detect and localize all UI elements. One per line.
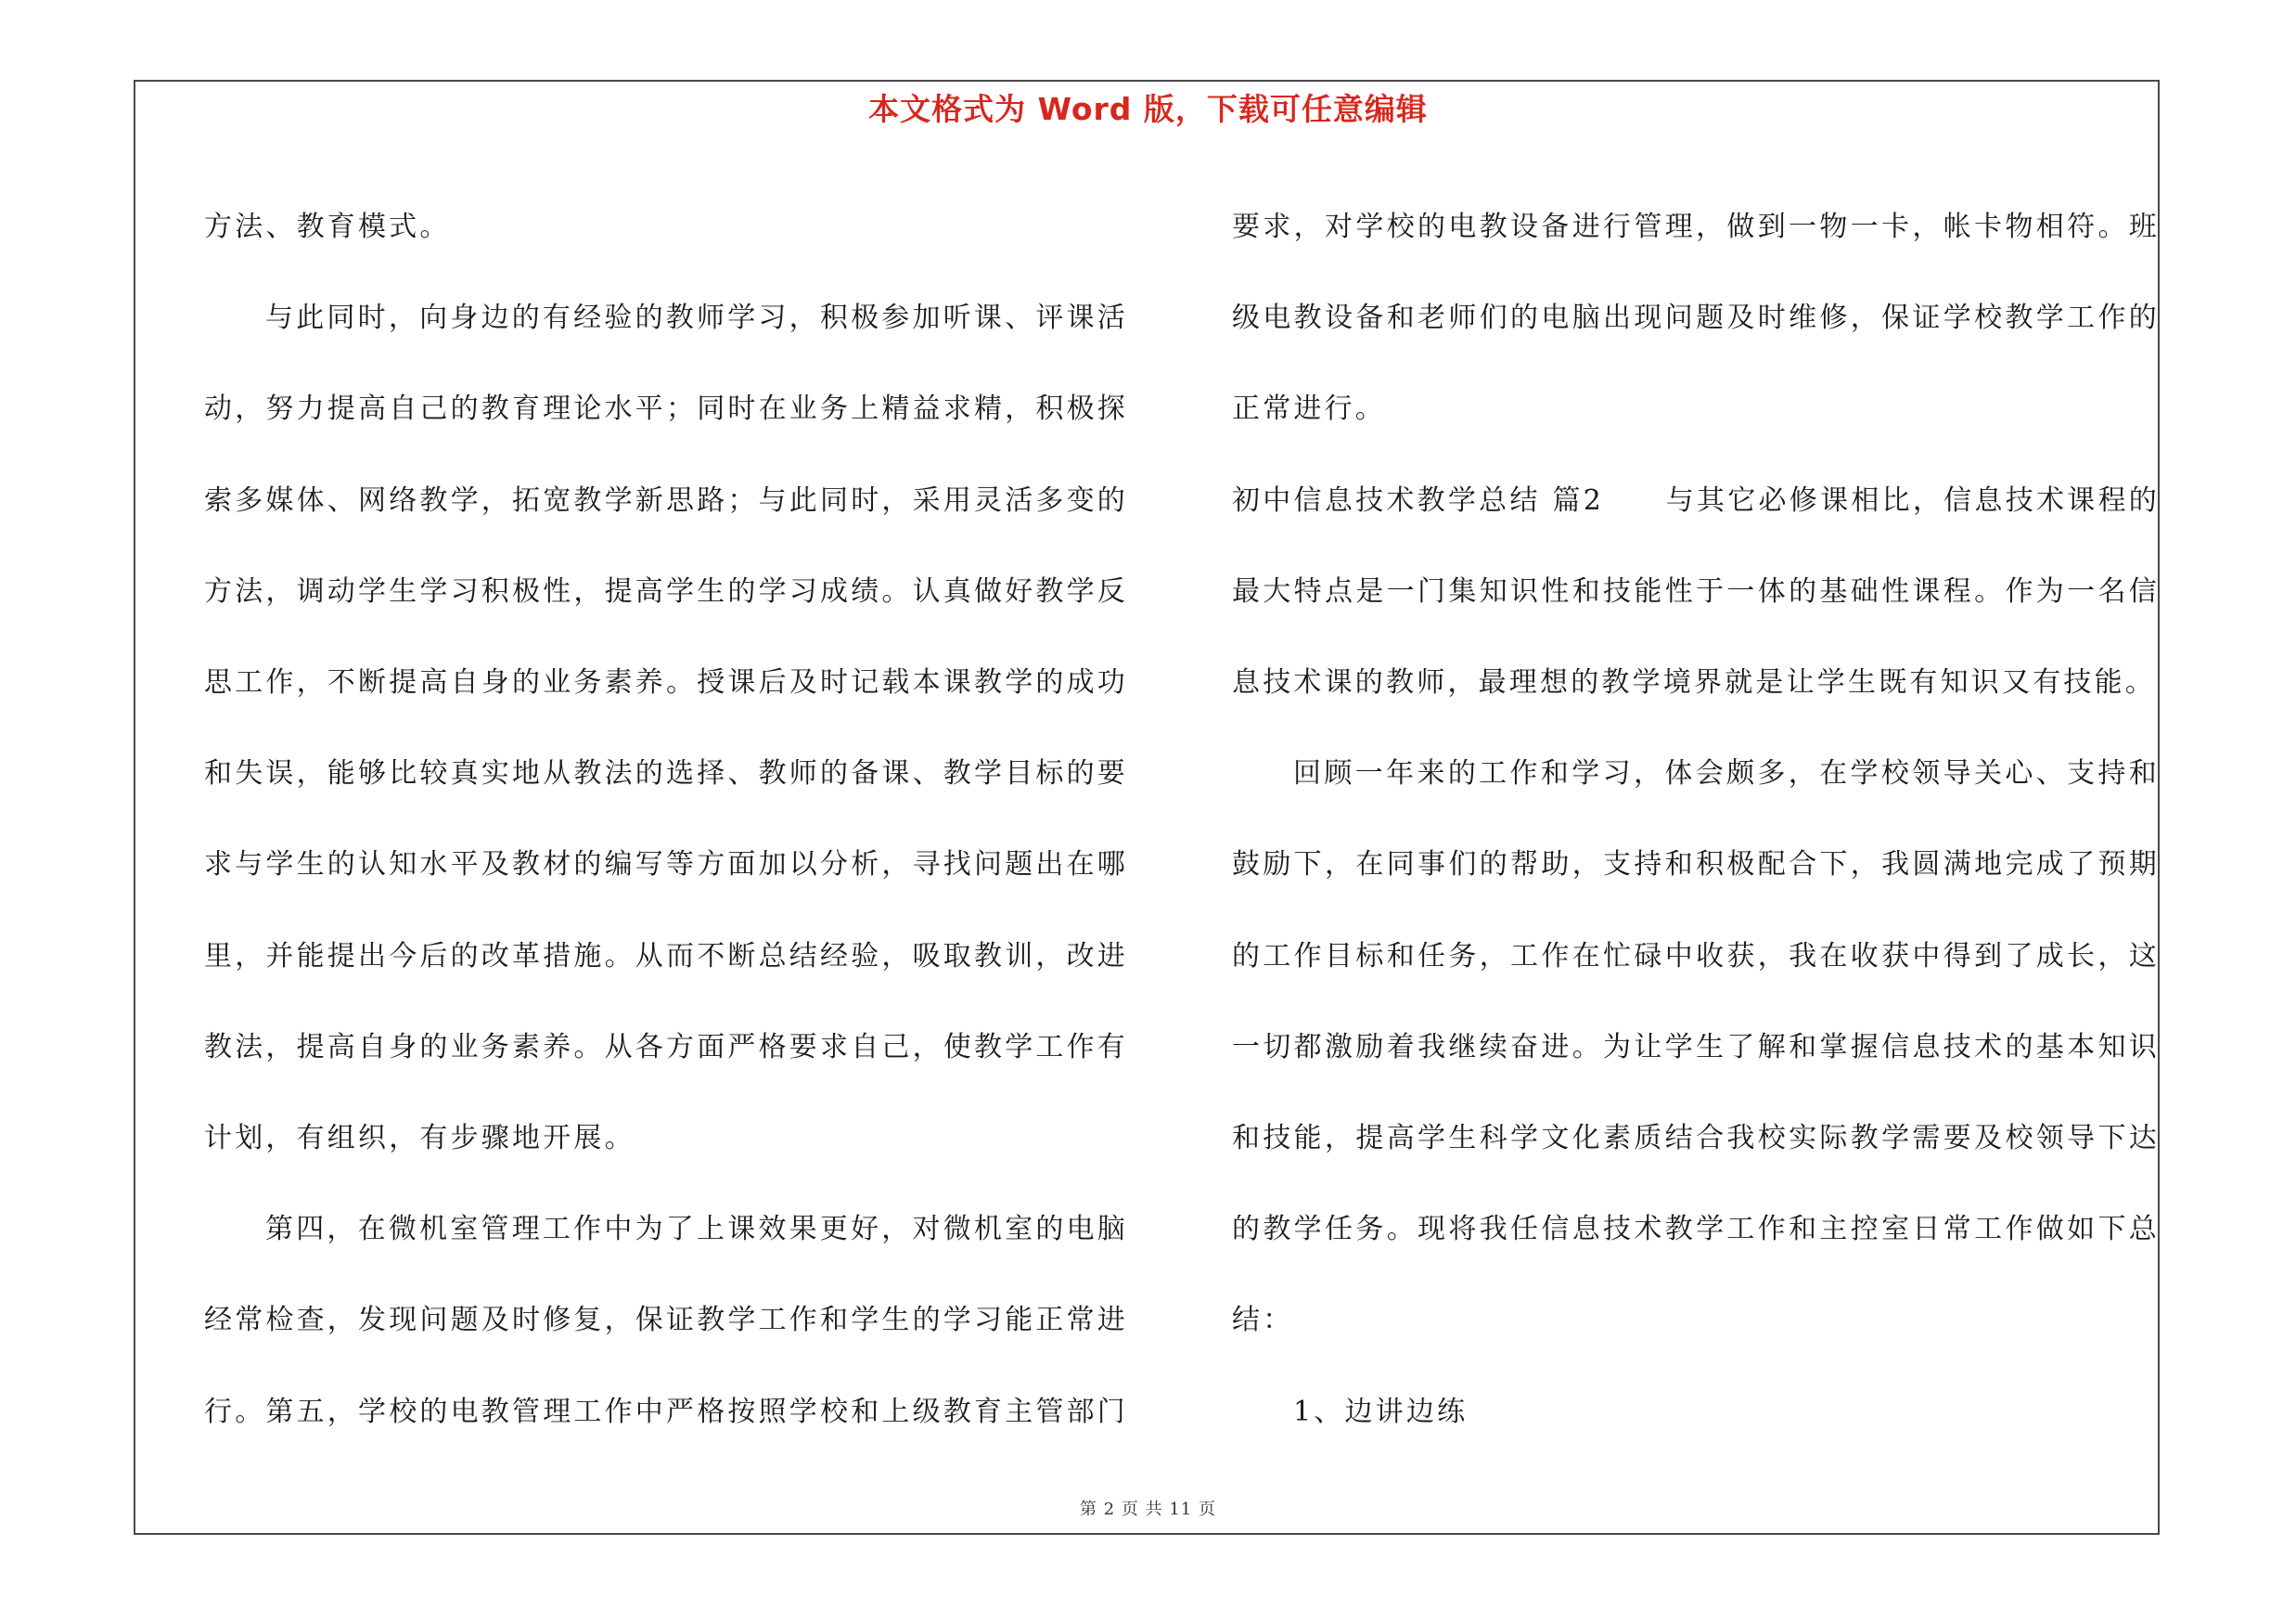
left-column — [204, 182, 1128, 1458]
page-number-footer: 第 2 页 共 11 页 — [1080, 1500, 1216, 1519]
paragraph: 要求，对学校的电教设备进行管理，做到一物一卡，帐卡物相符。班级电教设备和老师们的电脑出现问题及时维修，保证学校教学工作的正常进行。 — [1232, 211, 2160, 426]
paragraph: 与此同时，向身边的有经验的教师学习，积极参加听课、评课活动，努力提高自己的教育理论水平；同时在业务上精益求精，积极探索多媒体、网络教学，拓宽教学新思路；与此同时，采用灵活多变的方法，调动学生学习积极性，提高学生的学习成绩。认真做好教学反思工作，不断提高自身的业务素养。授课后及时记载本课教学的成功和失误，能够比较真实地从教法的选择、教师的备课、教学目标的要求与学生的认知水平及教材的编写等方面加以分析，寻找问题出在哪里，并能提出今后的改革措施。从而不断总结经验，吸取教训，改进教法，提高自身的业务素养。从各方面严格要求自己，使教学工作有计划，有组织，有步骤地开展。 — [204, 302, 1128, 1155]
paragraph: 方法、教育模式。 — [204, 211, 451, 243]
page-header-title: 本文格式为 Word 版，下载可任意编辑 — [868, 91, 1428, 127]
section-heading-paragraph: 初中信息技术教学总结 篇2 与其它必修课相比，信息技术课程的最大特点是一门集知识性和技能性于一体的基础性课程。作为一名信息技术课的教师，最理想的教学境界就是让学生既有知识又有技能。 — [1232, 483, 2160, 700]
right-column — [1232, 182, 2160, 1458]
list-item: 1、边讲边练 — [1293, 1395, 1469, 1428]
paragraph: 回顾一年来的工作和学习，体会颇多，在学校领导关心、支持和鼓励下，在同事们的帮助，支持和积极配合下，我圆满地完成了预期的工作目标和任务，工作在忙碌中收获，我在收获中得到了成长，这一切都激励着我继续奋进。为让学生了解和掌握信息技术的基本知识和技能，提高学生科学文化素质结合我校实际教学需要及校领导下达的教学任务。现将我任信息技术教学工作和主控室日常工作做如下总结： — [1232, 757, 2160, 1337]
paragraph: 第四，在微机室管理工作中为了上课效果更好，对微机室的电脑经常检查，发现问题及时修复，保证教学工作和学生的学习能正常进行。第五，学校的电教管理工作中严格按照学校和上级教育主管部门 — [204, 1213, 1128, 1428]
